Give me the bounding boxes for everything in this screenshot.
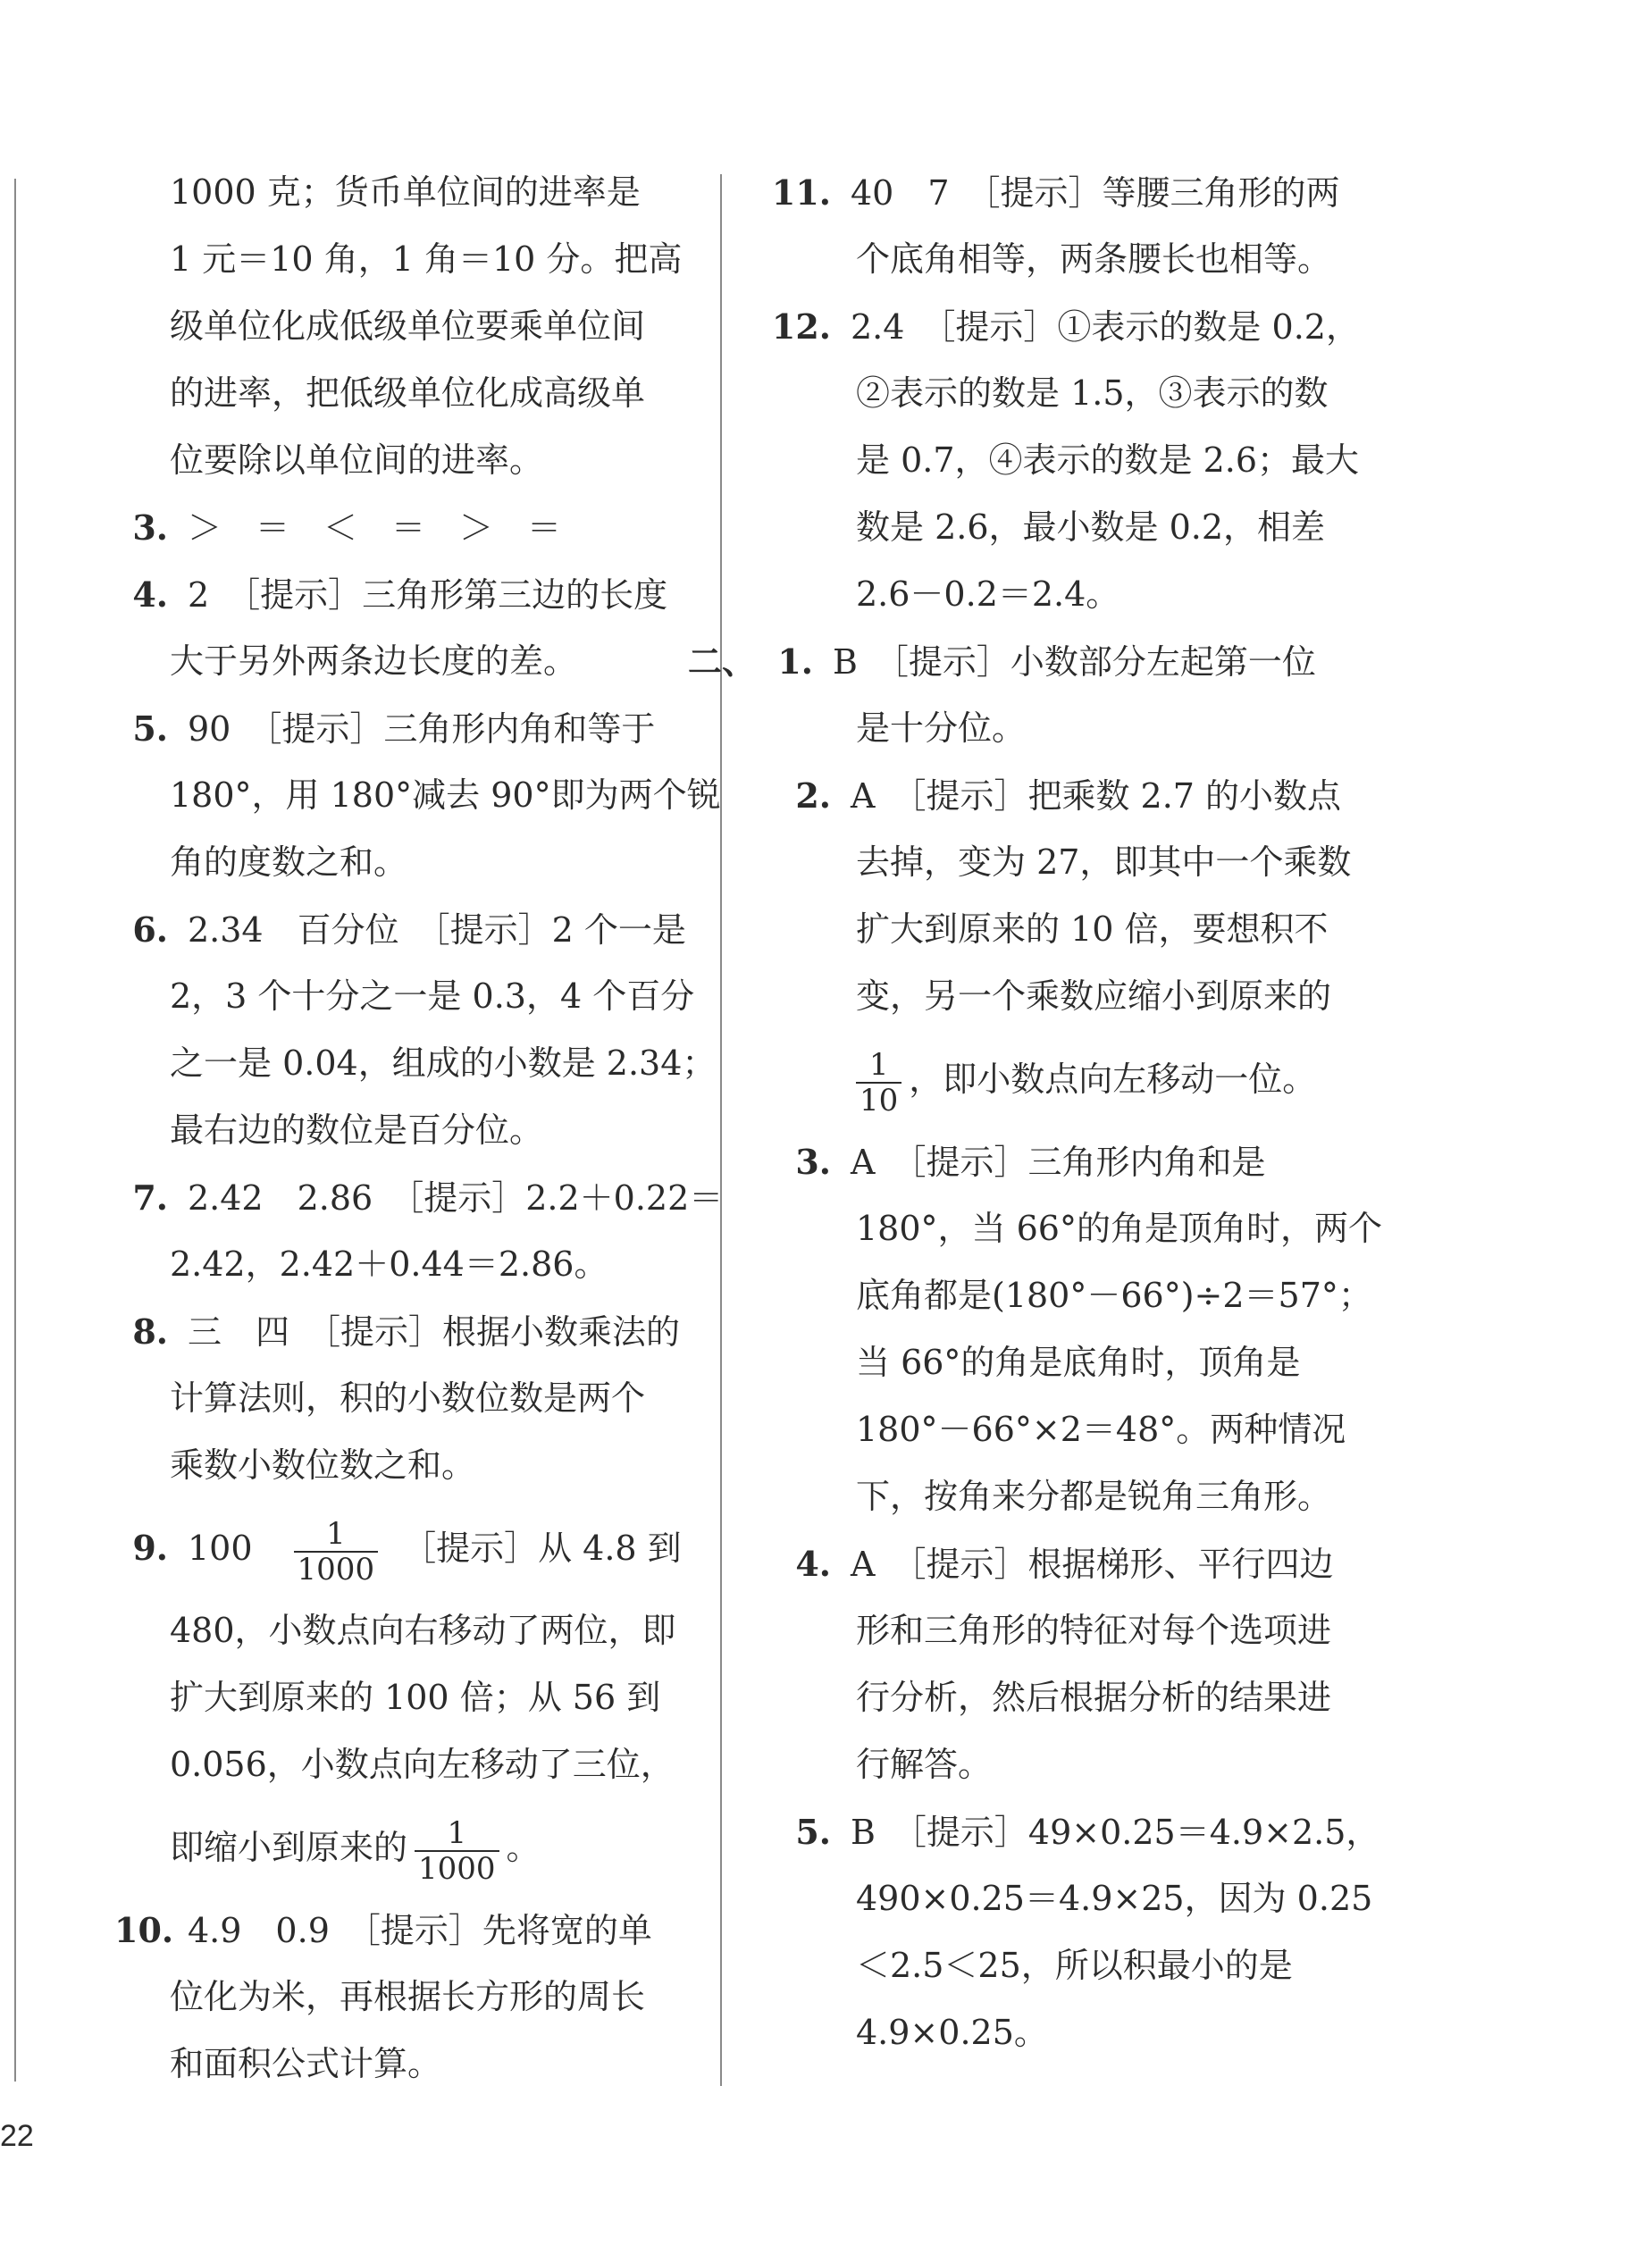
answer-number: 2. xyxy=(795,775,831,816)
answer-10-line-3: 和面积公式计算。 xyxy=(170,2044,442,2083)
fraction xyxy=(856,1048,901,1118)
answer-12-line-4: 数是 2.6，最小数是 0.2，相差 xyxy=(856,507,1326,547)
answer-number: 3. xyxy=(795,1142,831,1182)
answer-text: B ［提示］49×0.25＝4.9×2.5， xyxy=(851,1813,1380,1852)
answer-text: 2.34 百分位 ［提示］2 个一是 xyxy=(188,910,686,950)
answer-9-line-3: 扩大到原来的 100 倍；从 56 到 xyxy=(170,1678,661,1717)
answer-9-line-2: 480，小数点向右移动了两位，即 xyxy=(170,1611,676,1650)
answer-number: 5. xyxy=(132,708,168,749)
answer-text: 40 7 ［提示］等腰三角形的两 xyxy=(851,173,1340,213)
section-2-answer-3-line-6: 下，按角来分都是锐角三角形。 xyxy=(856,1477,1332,1516)
section-2-answer-2-line-4: 变，另一个乘数应缩小到原来的 xyxy=(856,976,1332,1016)
answer-text: B ［提示］小数部分左起第一位 xyxy=(833,642,1316,682)
fraction-denominator: 10 xyxy=(860,1082,899,1118)
answer-text: 4.9 0.9 ［提示］先将宽的单 xyxy=(188,1911,652,1950)
continuation-line-3: 级单位化成低级单位要乘单位间 xyxy=(170,306,646,346)
answer-10-line-2: 位化为米，再根据长方形的周长 xyxy=(170,1977,646,2016)
answer-6-line-3: 之一是 0.04，组成的小数是 2.34； xyxy=(170,1043,717,1083)
answer-12-line-5: 2.6－0.2＝2.4。 xyxy=(856,574,1120,614)
answer-number: 3. xyxy=(132,507,168,548)
continuation-line-5: 位要除以单位间的进率。 xyxy=(170,440,544,480)
section-label: 二、 xyxy=(688,641,757,682)
answer-number: 1. xyxy=(777,641,813,682)
section-2-answer-2-line-3: 扩大到原来的 10 倍，要想积不 xyxy=(856,909,1329,949)
answer-9-line-5 xyxy=(114,1798,686,1897)
section-2-answer-4-line-3: 行分析，然后根据分析的结果进 xyxy=(856,1678,1332,1717)
answer-12 xyxy=(759,293,1403,360)
answer-11-line-2: 个底角相等，两条腰长也相等。 xyxy=(856,239,1332,279)
answer-text: 90 ［提示］三角形内角和等于 xyxy=(188,709,656,749)
section-2-answer-5-line-2: 490×0.25＝4.9×25，因为 0.25 xyxy=(856,1879,1373,1918)
fraction-numerator: 1 xyxy=(415,1816,499,1852)
right-column xyxy=(688,159,1403,2066)
column-divider xyxy=(720,174,722,2086)
answer-number: 9. xyxy=(132,1528,168,1568)
section-2-answer-2-line-5 xyxy=(759,1030,1403,1128)
section-2-answer-5-line-3: ＜2.5＜25，所以积最小的是 xyxy=(856,1946,1293,1985)
answer-6-line-2: 2，3 个十分之一是 0.3，4 个百分 xyxy=(170,976,695,1016)
answer-text: ，即小数点向左移动一位。 xyxy=(909,1060,1317,1099)
page-number: 22 xyxy=(0,2119,34,2153)
answer-3 xyxy=(114,494,686,561)
answer-5 xyxy=(114,695,686,762)
answer-5-line-2: 180°，用 180°减去 90°即为两个锐 xyxy=(170,775,721,815)
section-2-answer-5 xyxy=(759,1798,1403,1865)
answer-number: 4. xyxy=(795,1544,831,1584)
answer-6-line-4: 最右边的数位是百分位。 xyxy=(170,1110,544,1150)
answer-text: 即缩小到原来的 xyxy=(170,1828,408,1867)
answer-text: A ［提示］根据梯形、平行四边 xyxy=(851,1545,1334,1584)
fraction xyxy=(294,1517,379,1587)
section-2-answer-3-line-2: 180°，当 66°的角是顶角时，两个 xyxy=(856,1209,1382,1248)
answer-text: A ［提示］把乘数 2.7 的小数点 xyxy=(851,776,1342,816)
section-2-answer-3 xyxy=(759,1128,1403,1195)
answer-number: 11. xyxy=(771,172,831,213)
answer-text: 2 ［提示］三角形第三边的长度 xyxy=(188,575,668,615)
continuation-line-2: 1 元＝10 角，1 角＝10 分。把高 xyxy=(170,239,683,279)
answer-number: 5. xyxy=(795,1812,831,1852)
section-2-answer-1-line-2: 是十分位。 xyxy=(856,708,1027,748)
answer-7 xyxy=(114,1164,724,1231)
answer-11 xyxy=(759,159,1403,226)
answer-number: 8. xyxy=(132,1311,168,1352)
answer-text: ＞ ＝ ＜ ＝ ＞ ＝ xyxy=(188,508,562,548)
section-2-answer-5-line-4: 4.9×0.25。 xyxy=(856,2013,1048,2052)
section-2-answer-4-line-2: 形和三角形的特征对每个选项进 xyxy=(856,1611,1332,1650)
answer-number: 12. xyxy=(771,306,831,347)
left-margin-rule xyxy=(14,179,16,2082)
section-2-answer-3-line-4: 当 66°的角是底角时，顶角是 xyxy=(856,1343,1301,1382)
section-2-answer-4 xyxy=(759,1530,1403,1597)
section-2-answer-3-line-3: 底角都是(180°－66°)÷2＝57°； xyxy=(856,1276,1372,1315)
answer-8-line-2: 计算法则，积的小数位数是两个 xyxy=(170,1378,646,1418)
answer-text: ［提示］从 4.8 到 xyxy=(419,1529,682,1568)
answer-7-line-2: 2.42，2.42＋0.44＝2.86。 xyxy=(170,1244,608,1284)
answer-5-line-3: 角的度数之和。 xyxy=(170,842,408,882)
fraction-numerator: 1 xyxy=(856,1048,901,1084)
answer-12-line-3: 是 0.7，④表示的数是 2.6；最大 xyxy=(856,440,1360,480)
answer-number: 10. xyxy=(114,1910,174,1950)
answer-9 xyxy=(114,1499,686,1597)
answer-12-line-2: ②表示的数是 1.5，③表示的数 xyxy=(856,373,1329,413)
answer-4 xyxy=(114,561,686,628)
section-2-answer-1 xyxy=(688,628,1403,695)
answer-9-line-4: 0.056，小数点向左移动了三位， xyxy=(170,1745,675,1784)
answer-8-line-3: 乘数小数位数之和。 xyxy=(170,1445,476,1485)
answer-8 xyxy=(114,1298,686,1365)
answer-text: A ［提示］三角形内角和是 xyxy=(851,1143,1266,1182)
answer-text: 2.4 ［提示］①表示的数是 0.2， xyxy=(851,307,1360,347)
answer-10 xyxy=(114,1897,686,1964)
answer-text: 2.42 2.86 ［提示］2.2＋0.22＝ xyxy=(188,1178,724,1218)
section-2-answer-4-line-4: 行解答。 xyxy=(856,1745,993,1784)
answer-number: 7. xyxy=(132,1177,168,1218)
fraction-denominator: 1000 xyxy=(418,1850,496,1887)
continuation-line-1: 1000 克；货币单位间的进率是 xyxy=(170,172,641,212)
section-2-answer-2-line-2: 去掉，变为 27，即其中一个乘数 xyxy=(856,842,1352,882)
section-2-answer-2 xyxy=(759,762,1403,829)
section-2-answer-3-line-5: 180°－66°×2＝48°。两种情况 xyxy=(856,1410,1346,1449)
fraction-denominator: 1000 xyxy=(297,1551,375,1587)
left-column xyxy=(114,159,724,2098)
answer-text: 三 四 ［提示］根据小数乘法的 xyxy=(188,1312,681,1352)
answer-6 xyxy=(114,896,686,963)
continuation-line-4: 的进率，把低级单位化成高级单 xyxy=(170,373,646,413)
answer-4-line-2: 大于另外两条边长度的差。 xyxy=(170,641,578,681)
answer-text: 。 xyxy=(506,1828,541,1867)
answer-number: 6. xyxy=(132,909,168,950)
answer-value: 100 xyxy=(188,1529,253,1568)
fraction xyxy=(415,1816,499,1886)
answer-number: 4. xyxy=(132,574,168,615)
fraction-numerator: 1 xyxy=(294,1517,379,1553)
